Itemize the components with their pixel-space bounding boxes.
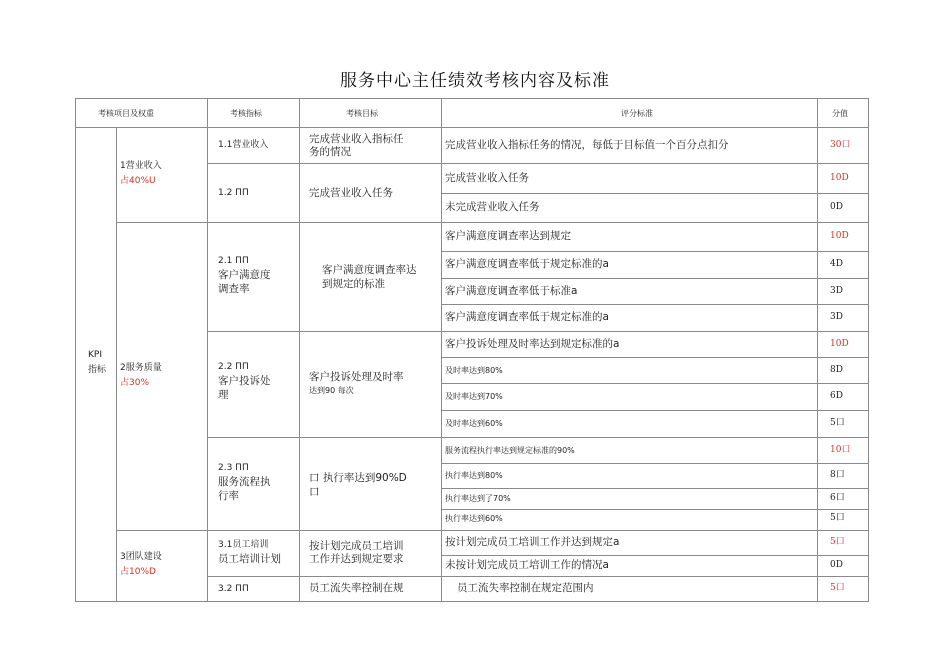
item-name: 理 — [218, 389, 229, 402]
score-row-9: 8D — [830, 365, 843, 375]
row-divider — [441, 410, 869, 411]
score-row-1: 30口 — [830, 140, 851, 150]
row-divider — [441, 463, 869, 464]
item-code: 3.1员工培训 — [218, 540, 269, 550]
standard-row-15: 执行率达到60% — [445, 514, 503, 523]
target-line: 达到90 每次 — [309, 386, 354, 396]
column-divider — [299, 98, 300, 602]
standard-row-2: 完成营业收入任务 — [445, 172, 529, 184]
item-3-1 — [218, 540, 281, 566]
row-divider — [207, 163, 869, 164]
score-row-10: 6D — [830, 391, 843, 401]
standard-row-6: 客户满意度调查率低于标准a — [445, 285, 578, 297]
group-revenue — [120, 161, 162, 188]
score-row-3: 0D — [830, 202, 843, 212]
row-divider — [207, 437, 869, 438]
score-row-6: 3D — [830, 286, 843, 296]
row-divider — [116, 222, 869, 223]
target-line: 客户满意度调查率达 — [322, 264, 417, 276]
standard-row-9: 及时率达到80% — [445, 366, 503, 375]
row-divider — [207, 331, 869, 332]
target-line: 务的情况 — [309, 146, 351, 159]
score-row-4: 10D — [830, 231, 849, 241]
row-divider — [441, 278, 869, 279]
item-2-3 — [218, 463, 271, 504]
target-line: 客户投诉处理及时率 — [309, 371, 404, 383]
score-row-14: 6口 — [830, 493, 845, 503]
standard-row-4: 客户满意度调查率达到规定 — [445, 230, 571, 242]
header-target: 考核目标 — [346, 109, 378, 118]
score-row-18: 5口 — [830, 583, 845, 593]
header-category: 考核项目及权重 — [98, 109, 154, 118]
item-1-2: 1.2 ПП — [218, 188, 249, 198]
group-weight: 占10%D — [120, 567, 156, 578]
header-item: 考核指标 — [230, 109, 262, 118]
item-code: 2.2 ПП — [218, 362, 249, 372]
row-divider — [116, 530, 869, 531]
group-name: 3团队建设 — [120, 552, 162, 562]
standard-row-8: 客户投诉处理及时率达到规定标准的a — [445, 338, 620, 350]
table-border-bottom — [75, 601, 869, 602]
kpi-label-line: KPI — [88, 350, 102, 360]
score-row-5: 4D — [830, 259, 843, 269]
target-2-1 — [322, 264, 417, 291]
standard-row-18: 员工流失率控制在规定范围内 — [457, 582, 594, 594]
column-divider — [817, 98, 818, 602]
kpi-label — [88, 350, 106, 377]
table-border-top — [75, 98, 869, 99]
item-3-2: 3.2 ПП — [218, 584, 249, 594]
score-row-12: 10口 — [830, 445, 851, 455]
item-name: 员工培训计划 — [218, 553, 281, 566]
score-row-13: 8口 — [830, 470, 845, 480]
kpi-label-line: 指标 — [88, 365, 107, 376]
row-divider — [441, 193, 869, 194]
standard-row-16: 按计划完成员工培训工作并达到规定a — [445, 536, 620, 548]
standard-row-12: 服务流程执行率达到规定标准的90% — [445, 446, 575, 455]
target-2-3 — [309, 472, 407, 499]
column-divider — [116, 127, 117, 602]
header-score: 分值 — [832, 109, 848, 118]
standard-row-10: 及时率达到70% — [445, 392, 503, 401]
table-border-right — [868, 98, 869, 602]
standard-row-17: 未按计划完成员工培训工作的情况a — [445, 559, 609, 571]
header-divider — [75, 127, 869, 128]
score-row-8: 10D — [830, 339, 849, 349]
target-line: 按计划完成员工培训 — [309, 540, 404, 552]
item-1-1: 1.1营业收入 — [218, 140, 269, 150]
item-2-2 — [218, 362, 271, 403]
table-border-left — [75, 98, 76, 602]
row-divider — [441, 488, 869, 489]
score-row-11: 5口 — [830, 418, 845, 428]
row-divider — [441, 357, 869, 358]
header-standard: 评分标准 — [621, 109, 653, 118]
row-divider — [441, 555, 869, 556]
target-line: 口 — [309, 486, 320, 499]
target-1-2: 完成营业收入任务 — [309, 187, 393, 199]
target-1-1 — [309, 133, 404, 159]
score-row-16: 5口 — [830, 537, 845, 547]
item-name: 调查率 — [218, 283, 250, 296]
row-divider — [441, 509, 869, 510]
item-code: 2.3 ПП — [218, 463, 249, 473]
score-row-15: 5口 — [830, 513, 845, 523]
page-title: 服务中心主任绩效考核内容及标准 — [340, 71, 610, 91]
row-divider — [207, 576, 869, 577]
standard-row-11: 及时率达到60% — [445, 419, 503, 428]
group-weight: 占30% — [120, 378, 150, 389]
row-divider — [441, 251, 869, 252]
target-3-1 — [309, 540, 404, 566]
target-line: 完成营业收入指标任 — [309, 133, 404, 145]
row-divider — [441, 383, 869, 384]
target-2-2 — [309, 371, 404, 396]
item-name: 行率 — [218, 490, 239, 503]
standard-row-3: 未完成营业收入任务 — [445, 201, 540, 213]
item-code: 2.1 ПП — [218, 256, 249, 266]
item-name: 客户投诉处 — [218, 375, 271, 388]
column-divider — [207, 98, 208, 602]
group-name: 1营业收入 — [120, 161, 162, 171]
column-divider — [441, 98, 442, 602]
standard-row-5: 客户满意度调查率低于规定标准的a — [445, 258, 609, 270]
target-3-2: 员工流失率控制在规 — [309, 582, 404, 594]
standard-row-7: 客户满意度调查率低于规定标准的a — [445, 311, 609, 323]
standard-row-13: 执行率达到80% — [445, 471, 503, 480]
standard-row-1: 完成营业收入指标任务的情况，每低于目标值一个百分点扣分 — [445, 139, 729, 151]
group-weight: 占40%U — [120, 176, 156, 187]
standard-row-14: 执行率达到了70% — [445, 494, 511, 503]
row-divider — [441, 304, 869, 305]
score-row-17: 0D — [830, 560, 843, 570]
score-row-2: 10D — [830, 173, 849, 183]
item-2-1 — [218, 256, 271, 297]
group-service — [120, 363, 162, 390]
target-line: 到规定的标准 — [322, 278, 385, 291]
item-name: 服务流程执 — [218, 476, 271, 489]
group-team — [120, 552, 162, 579]
score-row-7: 3D — [830, 312, 843, 322]
target-line: 工作并达到规定要求 — [309, 553, 404, 566]
group-name: 2服务质量 — [120, 363, 162, 373]
target-line: 口 执行率达到90%D — [309, 472, 407, 484]
item-name: 客户满意度 — [218, 269, 271, 282]
